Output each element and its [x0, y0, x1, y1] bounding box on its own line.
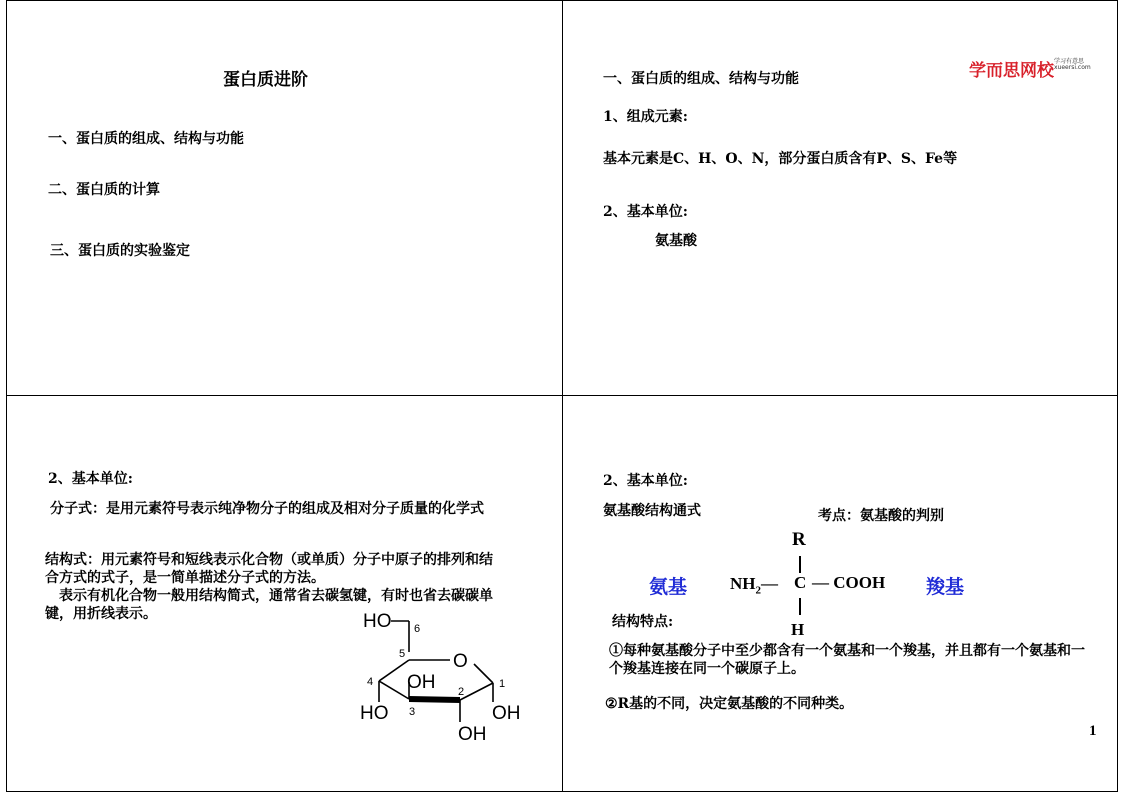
features-label: 结构特点:: [612, 614, 674, 630]
bond-bottom: [799, 598, 801, 615]
feature-1-text: ①每种氨基酸分子中至少都含有一个氨基和一个羧基，并且都有一个氨基和一个羧基连接在同一个碳原子上。: [609, 643, 1085, 677]
slide-outline: [6, 0, 563, 396]
carbon-3-number: 3: [409, 706, 416, 718]
section-heading: 一、蛋白质的组成、结构与功能: [603, 71, 799, 87]
logo-domain: xueersi.com: [1054, 64, 1091, 71]
oh-1: OH: [492, 703, 521, 724]
nh-text: NH: [730, 574, 756, 593]
feature-2-text: ②R基的不同，决定氨基酸的不同种类。: [605, 696, 854, 712]
carboxyl-group-formula: — COOH: [812, 573, 886, 592]
r-group: R: [792, 529, 806, 550]
outline-item-3: 三、蛋白质的实验鉴定: [50, 243, 190, 259]
slide-amino-acid: [562, 395, 1118, 792]
outline-item-1: 一、蛋白质的组成、结构与功能: [48, 131, 244, 147]
glucose-ring-structure: [347, 604, 537, 746]
left-bond: —: [761, 574, 778, 593]
amino-group-label: 氨基: [649, 576, 688, 598]
subheading-unit: 2、基本单位:: [603, 204, 688, 220]
bottom-hydrogen: H: [791, 620, 805, 639]
xueersi-logo: 学而思网校: [969, 61, 1054, 81]
logo-slogan: 学习有意思: [1054, 58, 1085, 65]
alpha-carbon: C: [794, 573, 807, 592]
general-formula-label: 氨基酸结构通式: [603, 503, 701, 519]
carboxyl-group-label: 羧基: [926, 576, 965, 598]
carbon-1-number: 1: [499, 678, 506, 690]
section-heading: 2、基本单位:: [603, 473, 688, 489]
carbon-2-number: 2: [458, 686, 465, 698]
unit-text: 氨基酸: [655, 233, 697, 249]
oh-4: OH: [407, 672, 436, 693]
subheading-elements: 1、组成元素:: [603, 109, 688, 125]
nh-subscript: 2: [755, 584, 761, 597]
slide-title: 蛋白质进阶: [223, 70, 308, 90]
organic-note-text: 表示有机化合物一般用结构简式，通常省去碳氢键，有时也省去碳碳单键，用折线表示。: [45, 588, 493, 622]
logo-subtext: [1054, 59, 1091, 71]
exam-point-text: 考点：氨基酸的判别: [818, 508, 944, 524]
structural-formula-text: 结构式：用元素符号和短线表示化合物（或单质）分子中原子的排列和结合方式的式子，是一简单描述分子式的方法。: [45, 552, 493, 586]
section-heading: 2、基本单位:: [48, 471, 133, 487]
page-number: 1: [1089, 723, 1097, 739]
ho-3: HO: [360, 703, 389, 724]
molecular-formula-text: 分子式：是用元素符号表示纯净物分子的组成及相对分子质量的化学式: [50, 501, 484, 517]
elements-text: 基本元素是C、H、O、N，部分蛋白质含有P、S、Fe等: [603, 151, 958, 167]
slide-composition: [562, 0, 1118, 396]
bond-top: [799, 556, 801, 573]
carbon-4-number: 4: [367, 676, 374, 688]
outline-item-2: 二、蛋白质的计算: [48, 182, 160, 198]
ho-6: HO: [363, 611, 392, 632]
ring-oxygen: O: [453, 651, 468, 672]
oh-2: OH: [458, 724, 487, 745]
carbon-6-number: 6: [414, 623, 421, 635]
carbon-5-number: 5: [399, 648, 406, 660]
amino-group-formula: [730, 574, 778, 596]
slide-formula-types: [6, 395, 563, 792]
